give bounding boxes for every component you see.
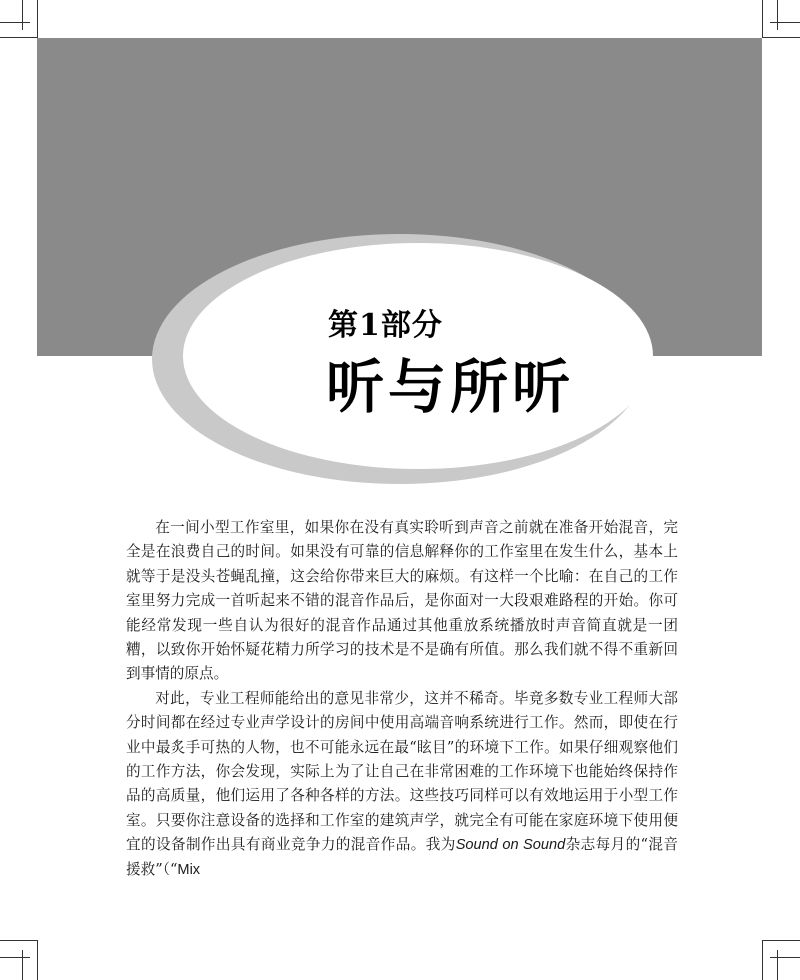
part-title: 听与所听: [326, 353, 575, 421]
crop-mark-bottom-right-v2: [777, 950, 778, 980]
column-name-start: Mix: [177, 861, 201, 878]
crop-mark-top-left-h: [0, 37, 37, 38]
crop-mark-bottom-left-h2: [0, 957, 30, 958]
magazine-name: Sound on Sound: [455, 837, 566, 854]
crop-mark-top-right-v2: [777, 0, 778, 30]
crop-mark-bottom-left-v2: [22, 950, 23, 980]
crop-mark-top-right-v: [762, 0, 763, 38]
crop-mark-bottom-right-h2: [770, 957, 800, 958]
crop-mark-bottom-right-h: [762, 940, 800, 941]
paragraph-2-after: 杂志每月的“混音援救”（“: [126, 836, 678, 878]
paragraph-1: 在一间小型工作室里，如果你在没有真实聆听到声音之前就在准备开始混音，完全是在浪费自己的时间。如果没有可靠的信息解释你的工作室里在发生什么，基本上就等于是没头苍蝇乱撞，这会给你带来巨大的麻烦。有这样一个比喻：在自己的工作室里努力完成一首听起来不错的混音作品后，是你面对一大段艰难路程的开始。你可能经常发现一些自认为很好的混音作品通过其他重放系统播放时声音简直就是一团糟，以致你开始怀疑花精力所学习的技术是不是确有所值。那么我们就不得不重新回到事情的原点。: [126, 519, 678, 683]
crop-mark-top-right-h2: [770, 22, 800, 23]
part-label: 第1部分: [328, 308, 443, 343]
crop-mark-bottom-left-h: [0, 940, 37, 941]
crop-mark-top-left-v2: [22, 0, 23, 30]
body-text: [126, 516, 678, 882]
crop-mark-bottom-right-v: [762, 940, 763, 980]
crop-mark-top-left-v: [37, 0, 38, 38]
crop-mark-top-right-h: [762, 37, 800, 38]
crop-mark-bottom-left-v: [37, 940, 38, 980]
crop-mark-top-left-h2: [0, 22, 30, 23]
paragraph-2-main: 对此，专业工程师能给出的意见非常少，这并不稀奇。毕竟多数专业工程师大部分时间都在经过专业声学设计的房间中使用高端音响系统进行工作。然而，即使在行业中最炙手可热的人物，也不可能永远在最“眩目”的环境下工作。如果仔细观察他们的工作方法，你会发现，实际上为了让自己在非常困难的工作环境下也能始终保持作品的高质量，他们运用了各种各样的方法。这些技巧同样可以有效地运用于小型工作室。只要你注意设备的选择和工作室的建筑声学，就完全有可能在家庭环境下使用便宜的设备制作出具有商业竞争力的混音作品。我为: [126, 689, 678, 854]
paragraph-2: [126, 687, 678, 882]
